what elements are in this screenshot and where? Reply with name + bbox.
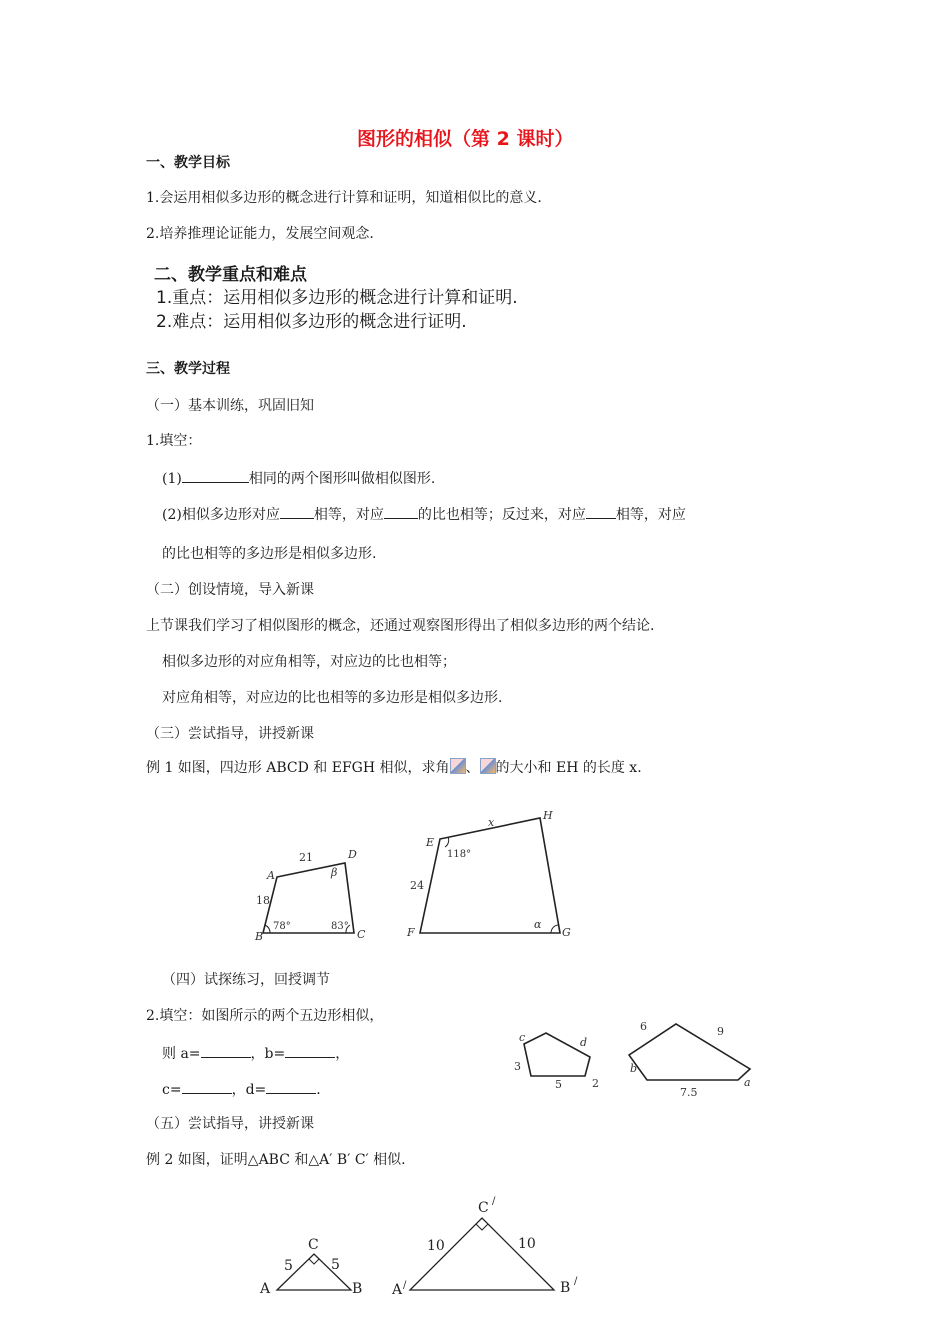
part1-heading: （一）基本训练，巩固旧知: [146, 398, 314, 414]
answer-blank[interactable]: [285, 1043, 335, 1058]
question1-a: [162, 468, 435, 488]
pentagon-small-5-label: 5: [555, 1078, 562, 1091]
part2-heading: （二）创设情境，导入新课: [146, 582, 314, 598]
figure-triangles: [250, 1190, 600, 1305]
vertex-d-label: D: [348, 848, 357, 861]
triangle-small-b-label: B: [352, 1281, 363, 1297]
part2-text: 上节课我们学习了相似图形的概念，还通过观察图形得出了相似多边形的两个结论.: [146, 618, 655, 634]
keypoint-1: 1.重点：运用相似多边形的概念进行计算和证明.: [156, 288, 518, 308]
question1-b-part2: 相等，对应: [313, 507, 384, 523]
angle-e-label: 118°: [447, 849, 472, 860]
vertex-b-label: B: [255, 930, 264, 943]
question2-label: 2.填空：如图所示的两个五边形相似，: [146, 1008, 384, 1024]
vertex-c-label: C: [357, 928, 366, 941]
part5-heading: （五）尝试指导，讲授新课: [146, 1116, 314, 1132]
pentagon-large-b-label: b: [630, 1062, 638, 1075]
pentagon-small-d-label: d: [580, 1036, 588, 1049]
triangle-small-c-label: C: [308, 1237, 319, 1253]
answer-blank[interactable]: [182, 468, 249, 483]
pentagon-large-6-label: 6: [640, 1020, 647, 1033]
section-heading-objectives: 一、教学目标: [146, 155, 230, 171]
question1-a-suffix: 相同的两个图形叫做相似图形.: [248, 471, 436, 487]
side-ad-label: 21: [299, 851, 313, 864]
pentagon-small-2-label: 2: [592, 1077, 599, 1090]
question2-line1: [162, 1043, 349, 1063]
question2-period: .: [316, 1082, 321, 1098]
triangle-large-c-label: C: [478, 1200, 489, 1216]
section-heading-process: 三、教学过程: [146, 361, 230, 377]
triangle-small-a-label: A: [260, 1281, 271, 1297]
broken-image-icon: [480, 758, 496, 774]
example2: 例 2 如图，证明△ABC 和△A′ B′ C′ 相似.: [146, 1152, 406, 1168]
keypoint-2: 2.难点：运用相似多边形的概念进行证明.: [156, 312, 467, 332]
objective-1: 1.会运用相似多边形的概念进行计算和证明，知道相似比的意义.: [146, 190, 542, 206]
pentagon-large-a-label: a: [744, 1076, 751, 1089]
angle-beta-label: β: [331, 866, 338, 879]
answer-blank[interactable]: [384, 504, 418, 519]
triangle-small-bc-label: 5: [331, 1257, 340, 1273]
conclusion-2: 对应角相等，对应边的比也相等的多边形是相似多边形.: [162, 690, 503, 706]
page-title: 图形的相似（第 2 课时）: [357, 128, 574, 150]
question2-comma: ，: [335, 1046, 350, 1062]
pentagon-large-9-label: 9: [717, 1025, 724, 1038]
side-eh-label: x: [488, 816, 495, 829]
angle-c-label: 83°: [331, 921, 349, 932]
example1-separator: 、: [465, 760, 480, 776]
question2-line2: [162, 1079, 321, 1099]
figure-quadrilaterals: [240, 800, 580, 950]
triangle-large-b-label: B: [560, 1280, 571, 1296]
triangle-large-ac-label: 10: [427, 1238, 445, 1254]
angle-b-label: 78°: [273, 921, 291, 932]
triangle-large: [410, 1218, 554, 1290]
objective-2: 2.培养推理论证能力，发展空间观念.: [146, 226, 374, 242]
conclusion-1: 相似多边形的对应角相等，对应边的比也相等；: [162, 654, 456, 670]
triangle-large-b-prime: /: [574, 1276, 578, 1287]
question2-d-label: ，d=: [231, 1082, 267, 1098]
triangle-large-a-label: A: [392, 1282, 403, 1298]
part3-heading: （三）尝试指导，讲授新课: [146, 726, 314, 742]
vertex-f-label: F: [407, 926, 415, 939]
question1-b-part4: 相等，对应: [615, 507, 686, 523]
triangle-small-ac-label: 5: [284, 1258, 293, 1274]
pentagon-small-3-label: 3: [514, 1060, 521, 1073]
pentagon-large-7.5-label: 7.5: [680, 1086, 698, 1099]
question1-b-part1: (2)相似多边形对应: [162, 507, 280, 523]
question1-a-prefix: (1): [162, 471, 182, 487]
broken-image-icon: [450, 758, 466, 774]
question2-a-label: 则 a=: [162, 1046, 201, 1062]
answer-blank[interactable]: [182, 1079, 232, 1094]
vertex-g-label: G: [562, 926, 571, 939]
triangle-large-a-prime: /: [403, 1280, 407, 1291]
answer-blank[interactable]: [280, 504, 314, 519]
side-ef-label: 24: [410, 879, 424, 892]
triangle-large-bc-label: 10: [518, 1236, 536, 1252]
question1-b-continued: 的比也相等的多边形是相似多边形.: [162, 546, 377, 562]
section-heading-keypoints: 二、教学重点和难点: [154, 265, 307, 285]
triangle-large-c-prime: /: [492, 1196, 496, 1207]
example1: [146, 758, 642, 777]
vertex-e-label: E: [426, 836, 435, 849]
answer-blank[interactable]: [201, 1043, 251, 1058]
question1-b-part3: 的比也相等；反过来，对应: [417, 507, 586, 523]
pentagon-small-c-label: c: [519, 1031, 526, 1044]
vertex-a-label: A: [267, 869, 275, 882]
question2-c-label: c=: [162, 1082, 182, 1098]
answer-blank[interactable]: [586, 504, 616, 519]
angle-alpha-label: α: [534, 918, 542, 931]
vertex-h-label: H: [543, 809, 553, 822]
answer-blank[interactable]: [266, 1079, 316, 1094]
question1-label: 1.填空：: [146, 433, 202, 449]
example1-suffix: 的大小和 EH 的长度 x.: [495, 760, 642, 776]
question1-b: [162, 504, 686, 524]
side-ab-label: 18: [256, 894, 270, 907]
pentagon-large: [629, 1024, 750, 1080]
part4-heading: （四）试探练习，回授调节: [162, 972, 330, 988]
figure-pentagons: [505, 1015, 765, 1105]
quadrilateral-efgh: [420, 818, 560, 933]
question2-b-label: ，b=: [250, 1046, 286, 1062]
example1-prefix: 例 1 如图，四边形 ABCD 和 EFGH 相似，求角: [146, 760, 450, 776]
